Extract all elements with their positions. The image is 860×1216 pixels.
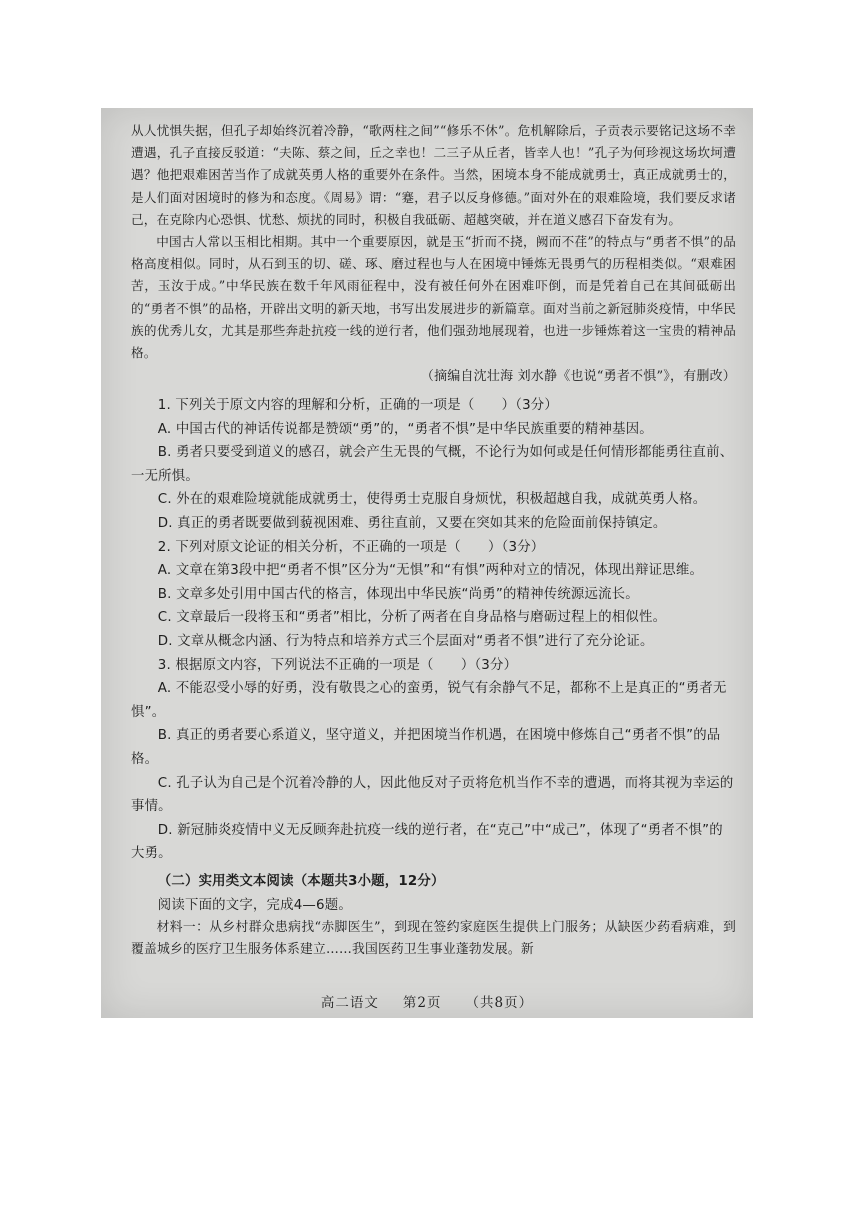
question-2-option-d: D. 文章从概念内涵、行为特点和培养方式三个层面对“勇者不惧”进行了充分论证。 xyxy=(157,633,654,649)
question-2-option-b: B. 文章多处引用中国古代的格言，体现出中华民族“尚勇”的精神传统源远流长。 xyxy=(157,586,639,602)
section-2-material-1: 材料一：从乡村群众患病找“赤脚医生”，到现在签约家庭医生提供上门服务；从缺医少药看病难，到覆盖城乡的医疗卫生服务体系建立……我国医药卫生事业蓬勃发展。新 xyxy=(131,920,736,958)
page-body xyxy=(131,120,736,961)
question-1-option-b: B. 勇者只要受到道义的感召，就会产生无畏的气概，不论行为如何或是任何情形都能勇往直前、一无所惧。 xyxy=(131,445,734,484)
question-1-option-a: A. 中国古代的神话传说都是赞颂“勇”的，“勇者不惧”是中华民族重要的精神基因。 xyxy=(157,421,653,437)
question-2-stem: 2. 下列对原文论证的相关分析，不正确的一项是（ ）（3分） xyxy=(157,539,545,555)
passage-paragraph-1: 从人忧惧失据，但孔子却始终沉着冷静，“歌两柱之间”“修乐不休”。危机解除后，子贡表示要铭记这场不幸遭遇，孔子直接反驳道：“夫陈、蔡之间，丘之幸也！二三子从丘者，皆幸人也！”孔子为何珍视这场坎坷遭遇？他把艰难困苦当作了成就英勇人格的重要外在条件。当然，困境本身不能成就勇士，真正成就勇士的，是人们面对困境时的修为和态度。《周易》谓：“蹇，君子以反身修德。”面对外在的艰难险境，我们要反求诸己，在克除内心恐惧、忧愁、烦扰的同时，积极自我砥砺、超越突破，并在道义感召下奋发有为。 xyxy=(131,123,736,227)
question-2-option-c: C. 文章最后一段将玉和“勇者”相比，分析了两者在自身品格与磨砺过程上的相似性。 xyxy=(157,610,667,626)
section-2 xyxy=(131,870,736,917)
question-2 xyxy=(131,536,736,654)
question-3-option-a: A. 不能忍受小辱的好勇，没有敬畏之心的蛮勇，锐气有余静气不足，都称不上是真正的“勇者无惧”。 xyxy=(131,681,727,720)
question-2-option-a: A. 文章在第3段中把“勇者不惧”区分为“无惧”和“有惧”两种对立的情况，体现出辩证思维。 xyxy=(157,563,704,579)
page-footer xyxy=(101,988,753,1018)
footer-page-number: 第2页 xyxy=(402,995,442,1011)
section-2-heading: （二）实用类文本阅读（本题共3小题，12分） xyxy=(157,873,445,889)
footer-total-pages: （共8页） xyxy=(465,995,534,1011)
question-3-option-c: C. 孔子认为自己是个沉着冷静的人，因此他反对子贡将危机当作不幸的遭遇，而将其视为幸运的事情。 xyxy=(131,775,734,815)
question-1-option-d: D. 真正的勇者既要做到藐视困难、勇往直前，又要在突如其来的危险面前保持镇定。 xyxy=(157,516,667,531)
question-1 xyxy=(131,394,736,536)
question-3-option-b: B. 真正的勇者要心系道义，坚守道义，并把困境当作机遇，在困境中修炼自己“勇者不惧”的品格。 xyxy=(131,728,721,767)
passage-paragraph-2: 中国古人常以玉相比相期。其中一个重要原因，就是玉“折而不挠，阙而不荏”的特点与“勇者不惧”的品格高度相似。同时，从石到玉的切、磋、琢、磨过程也与人在困境中锤炼无畏勇气的历程相类似。“艰难困苦，玉汝于成。”中华民族在数千年风雨征程中，没有被任何外在困难吓倒，而是凭着自己在其间砥砺出的“勇者不惧”的品格，开辟出文明的新天地，书写出发展进步的新篇章。面对当前之新冠肺炎疫情，中华民族的优秀儿女，尤其是那些奔赴抗疫一线的逆行者，他们强劲地展现着，也进一步锤炼着这一宝贵的精神品格。 xyxy=(131,234,736,361)
question-3-option-d: D. 新冠肺炎疫情中义无反顾奔赴抗疫一线的逆行者，在“克己”中“成己”，体现了“勇者不惧”的大勇。 xyxy=(131,822,723,862)
footer-subject: 高二语文 xyxy=(320,995,379,1011)
question-3-stem: 3. 根据原文内容，下列说法不正确的一项是（ ）（3分） xyxy=(157,657,518,673)
question-1-stem: 1. 下列关于原文内容的理解和分析，正确的一项是（ ）（3分） xyxy=(157,398,558,414)
section-2-instruction: 阅读下面的文字，完成4—6题。 xyxy=(157,897,352,913)
question-1-option-c: C. 外在的艰难险境就能成就勇士，使得勇士克服自身烦忧，积极超越自我，成就英勇人格。 xyxy=(157,492,707,508)
passage-source: （摘编自沈壮海 刘水静《也说“勇者不惧”》，有删改） xyxy=(420,369,736,385)
scanned-exam-page xyxy=(101,108,753,1018)
question-3 xyxy=(131,654,736,866)
